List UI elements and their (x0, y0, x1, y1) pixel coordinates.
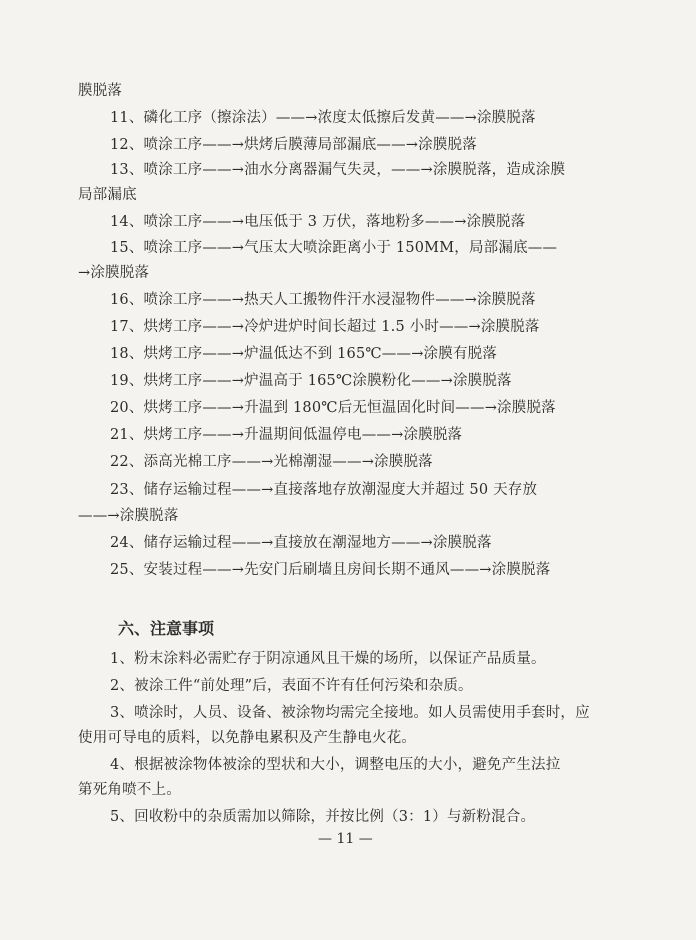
note-line-1: 1、粉末涂料必需贮存于阴凉通风且干燥的场所，以保证产品质量。 (110, 651, 546, 667)
note-line-2: 2、被涂工件“前处理”后，表面不许有任何污染和杂质。 (110, 678, 473, 694)
text-line-3: 12、喷涂工序——→烘烤后膜薄局部漏底——→涂膜脱落 (110, 137, 477, 153)
note-line-5: 4、根据被涂物体被涂的型状和大小，调整电压的大小，避免产生法拉 (110, 757, 561, 773)
note-line-3: 3、喷涂时，人员、设备、被涂物均需完全接地。如人员需使用手套时，应 (110, 705, 590, 721)
text-line-14: 21、烘烤工序——→升温期间低温停电——→涂膜脱落 (110, 427, 463, 443)
text-line-7: 15、喷涂工序——→气压太大喷涂距离小于 150MM，局部漏底—— (110, 240, 558, 256)
text-line-4: 13、喷涂工序——→油水分离器漏气失灵，——→涂膜脱落，造成涂膜 (110, 162, 566, 178)
note-line-6: 第死角喷不上。 (78, 782, 181, 798)
text-line-18: 24、储存运输过程——→直接放在潮湿地方——→涂膜脱落 (110, 535, 492, 551)
text-line-6: 14、喷涂工序——→电压低于 3 万伏，落地粉多——→涂膜脱落 (110, 214, 526, 230)
text-line-11: 18、烘烤工序——→炉温低达不到 165℃——→涂膜有脱落 (110, 346, 498, 362)
text-line-9: 16、喷涂工序——→热天人工搬物件汗水浸湿物件——→涂膜脱落 (110, 292, 536, 308)
section-title: 六、注意事项 (118, 619, 215, 638)
note-line-4: 使用可导电的质料，以免静电累积及产生静电火花。 (78, 730, 417, 746)
text-line-15: 22、添高光棉工序——→光棉潮湿——→涂膜脱落 (110, 454, 433, 470)
page-number: — 11 — (318, 831, 373, 847)
text-line-8: →涂膜脱落 (78, 265, 150, 281)
text-line-2: 11、磷化工序（擦涂法）——→浓度太低擦后发黄——→涂膜脱落 (110, 110, 536, 126)
text-line-13: 20、烘烤工序——→升温到 180℃后无恒温固化时间——→涂膜脱落 (110, 400, 556, 416)
text-line-12: 19、烘烤工序——→炉温高于 165℃涂膜粉化——→涂膜脱落 (110, 373, 512, 389)
text-line-16: 23、储存运输过程——→直接落地存放潮湿度大并超过 50 天存放 (110, 482, 538, 498)
text-line-10: 17、烘烤工序——→冷炉进炉时间长超过 1.5 小时——→涂膜脱落 (110, 319, 540, 335)
text-line-5: 局部漏底 (78, 187, 137, 203)
text-line-19: 25、安装过程——→先安门后刷墙且房间长期不通风——→涂膜脱落 (110, 562, 551, 578)
note-line-7: 5、回收粉中的杂质需加以筛除，并按比例（3：1）与新粉混合。 (110, 809, 536, 825)
text-line-17: ——→涂膜脱落 (78, 508, 179, 524)
text-line-1: 膜脱落 (78, 83, 123, 99)
